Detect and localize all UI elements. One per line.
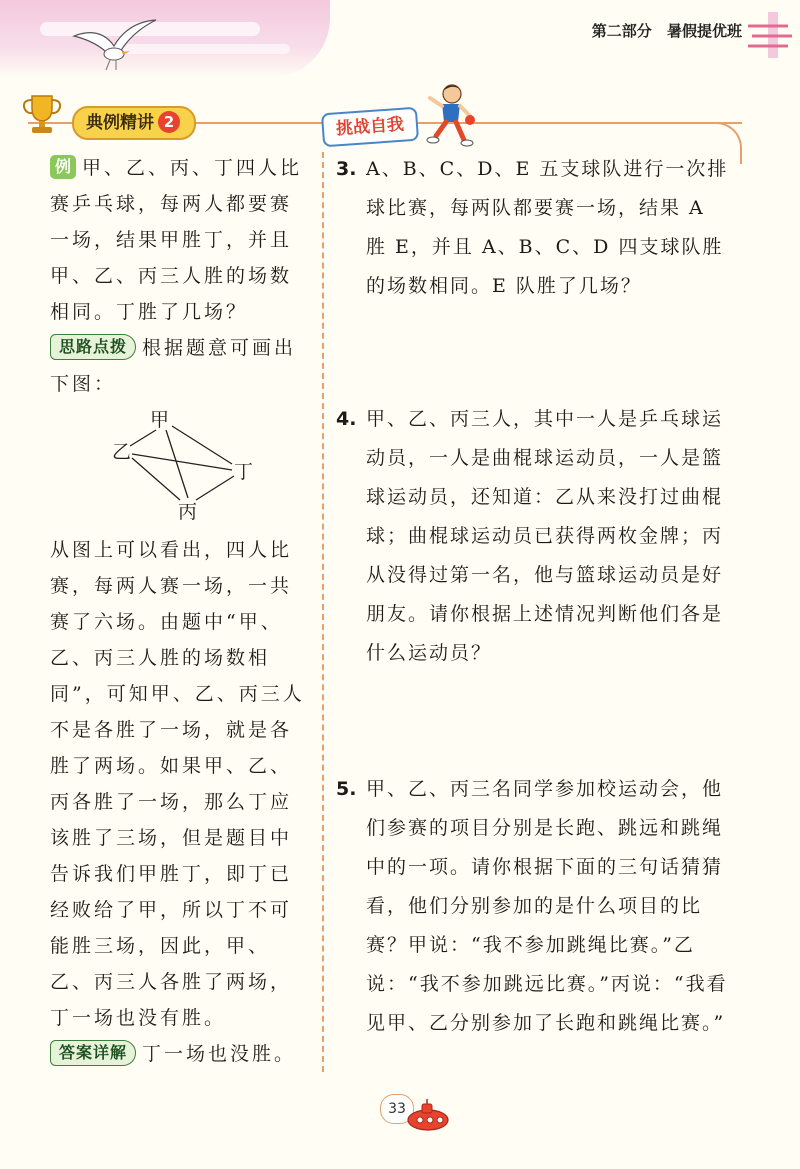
answer-paragraph xyxy=(50,1036,312,1072)
edge-yi-bing xyxy=(132,458,180,500)
example-problem xyxy=(50,150,312,330)
submarine-icon xyxy=(404,1098,452,1132)
edge-yi-ding xyxy=(132,454,232,470)
example-problem-text: 甲、乙、丙、丁四人比赛乒乓球，每两人都要赛一场，结果甲胜丁，并且甲、乙、丙三人胜的场数相同。丁胜了几场？ xyxy=(50,157,303,323)
challenge-column xyxy=(336,150,732,1043)
section-title xyxy=(592,20,742,41)
answer-tag: 答案详解 xyxy=(50,1040,136,1066)
question-5-number: 5. xyxy=(336,778,357,800)
example-label xyxy=(72,106,196,140)
example-number-badge: 2 xyxy=(158,111,180,133)
question-4-text: 甲、乙、丙三人，其中一人是乒乓球运动员，一人是曲棍球运动员，一人是篮球运动员，还知道：乙从来没打过曲棍球；曲棍球运动员已获得两枚金牌；丙从没得过第一名，他与篮球运动员是好朋友。请你根据上述情况判断他们各是什么运动员？ xyxy=(366,408,724,664)
section-course: 暑假提优班 xyxy=(666,22,742,40)
trophy-icon xyxy=(20,92,64,136)
section-part: 第二部分 xyxy=(591,22,652,40)
edge-ding-bing xyxy=(196,476,234,500)
node-left: 乙 xyxy=(112,441,135,463)
edge-jia-bing xyxy=(166,430,188,498)
question-3-number: 3. xyxy=(336,158,357,180)
column-divider xyxy=(322,152,324,1072)
node-right: 丁 xyxy=(234,461,257,483)
node-top: 甲 xyxy=(150,409,173,431)
match-diagram xyxy=(50,406,312,524)
question-5 xyxy=(336,770,732,1043)
hint-tag: 思路点拨 xyxy=(50,334,136,360)
hint-paragraph xyxy=(50,330,312,402)
example-explanation: 从图上可以看出，四人比赛，每两人赛一场，一共赛了六场。由题中“甲、乙、丙三人胜的场数相同”，可知甲、乙、丙三人不是各胜了一场，就是各胜了两场。如果甲、乙、丙各胜了一场，那么丁应该胜了三场，但是题目中告诉我们甲胜丁，即丁已经败给了甲，所以丁不可能胜三场，因此，甲、乙、丙三人各胜了两场，丁一场也没有胜。 xyxy=(50,539,305,1029)
running-boy-icon xyxy=(418,82,478,148)
header-cloud-decoration xyxy=(0,0,330,78)
example-label-text: 典例精讲 xyxy=(86,113,154,133)
question-3 xyxy=(336,150,732,306)
question-3-text: A、B、C、D、E 五支球队进行一次排球比赛，每两队都要赛一场，结果 A 胜 E，并且 A、B、C、D 四支球队胜的场数相同。E 队胜了几场？ xyxy=(366,158,729,297)
node-bottom: 丙 xyxy=(178,501,201,523)
question-4 xyxy=(336,400,732,673)
example-column xyxy=(50,150,312,1072)
question-4-number: 4. xyxy=(336,408,357,430)
edge-jia-ding xyxy=(172,426,232,464)
corner-stripes-decoration xyxy=(748,12,792,58)
answer-text: 丁一场也没胜。 xyxy=(142,1043,297,1065)
example-tag: 例 xyxy=(50,155,76,179)
seagull-icon xyxy=(70,16,160,76)
challenge-label: 挑战自我 xyxy=(321,107,419,148)
question-5-text: 甲、乙、丙三名同学参加校运动会，他们参赛的项目分别是长跑、跳远和跳绳中的一项。请你根据下面的三句话猜猜看，他们分别参加的是什么项目的比赛？甲说：“我不参加跳绳比赛。”乙说：“我不参加跳远比赛。”丙说：“我看见甲、乙分别参加了长跑和跳绳比赛。” xyxy=(366,778,728,1034)
page-number: 33 xyxy=(380,1094,414,1124)
hint-intro-text: 根据题意可画出下图： xyxy=(50,337,297,395)
